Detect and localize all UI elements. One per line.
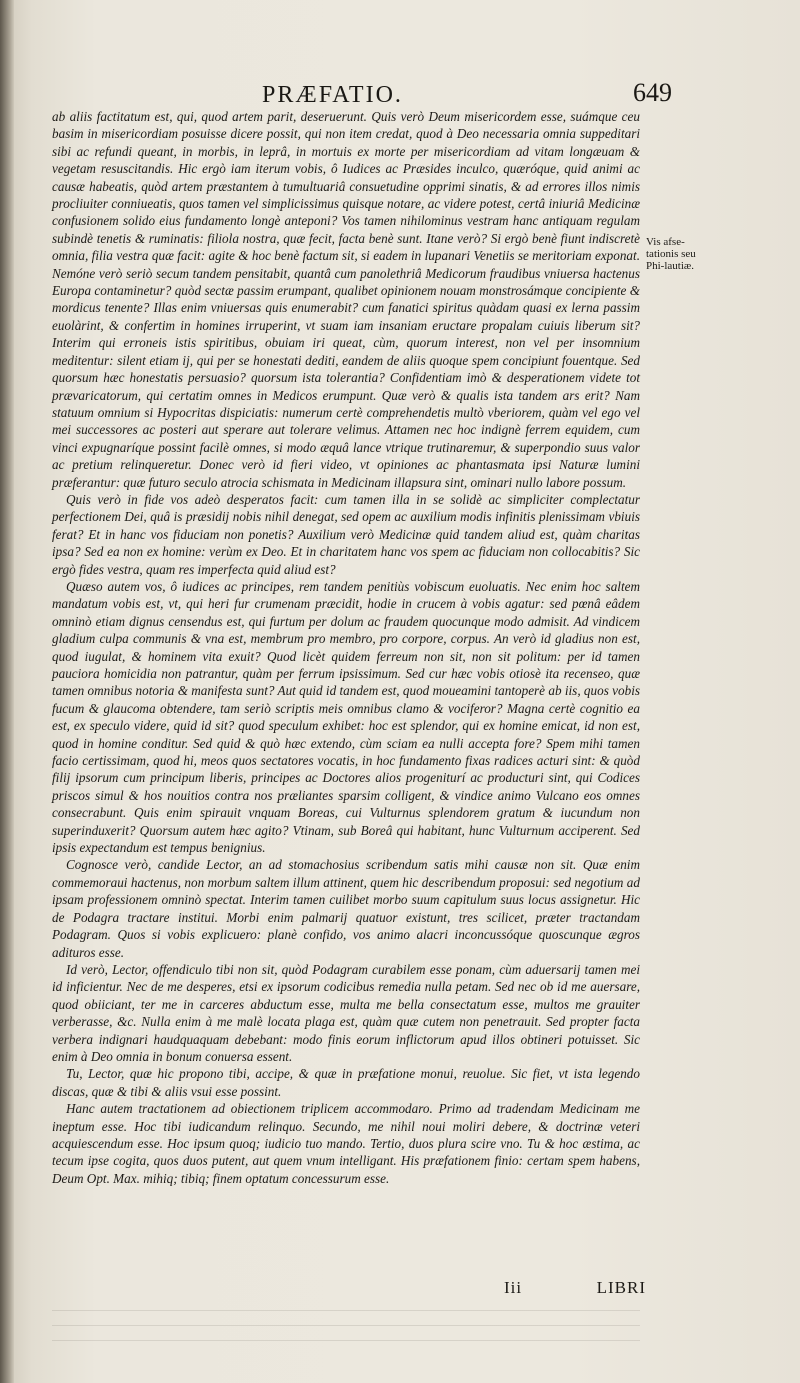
show-through-texture (52, 1310, 640, 1350)
running-head: PRÆFATIO. (262, 82, 403, 108)
body-text (52, 108, 640, 1187)
page-header (40, 78, 672, 112)
catchword: LIBRI (596, 1278, 646, 1297)
paragraph: Tu, Lector, quæ hic propono tibi, accipe, & quæ in præfatione monui, reuolue. Sic fiet, vt ista legendo discas, quæ & tibi & aliis vsui esse possint. (52, 1066, 640, 1099)
paragraph: Id verò, Lector, offendiculo tibi non sit, quòd Podagram curabilem esse ponam, cùm aduersarij tamen mei id inficientur. Nec de me desperes, etsi ex ipsorum codicibus remedia nulla petam. Sed nec ob id me auersare, quod obiiciant, ter me in carceres abductum esse, multa me bella consectatum esse, multos me grauiter verberasse, &c. Nulla enim à me malè locata plaga est, quàm quæ cutem non penetrauit. Sed propter facta verbera indignari haudquaquam debebant: modo finis eorum inflictorum apud illos obtineri potuisset. Sic enim à Deo omnia in bonum conuersa essent. (52, 961, 640, 1064)
paragraph: Quis verò in fide vos adeò desperatos facit: cum tamen illa in se solidè ac simpliciter complectatur perfectionem Dei, quâ is præsidij nobis nihil denegat, sed opem ac auxilium modis infinitis plenissimam vbiuis ferat? Et in hanc vos fiduciam non ponetis? Auxilium verò Medicinæ quid tandem aliud est, quàm charitas ipsa? Sed ea non ex homine: verùm ex Deo. Et in charitatem hanc vos spem ac fiduciam non collocabitis? Sic ergò fides vestra, quam res imperfecta quid aliud est? (52, 491, 640, 577)
paragraph: Quæso autem vos, ô iudices ac principes, rem tandem penitiùs vobiscum euoluatis. Nec enim hoc saltem mandatum vobis est, vt, qui heri fur crumenam præcidit, hodie in crucem à vobis agatur: sed pœnâ eâdem omninò etiam dignus censendus est, qui furtum per dolum ac fraudem quocunque modo admisit. Ad vindicem gladium culpa communis & vna est, membrum pro membro, pro corpore, corpus. An verò id gladius non est, quod iugulat, & hominem vita exuit? Quod licèt quidem ferreum non sit, non sit politum: per id tamen pauciora homicidia non patrantur, quàm per ferrum ipsissimum. Sed cur hæc vobis otiosè ita recenseo, quæ tamen omnibus notoria & manifesta sunt? Aut quid id tandem est, quod moueamini tantoperè ab iis, quos vobis fucum & glaucoma obtendere, tam seriò scriptis meis omnibus clamo & vociferor? Magna certè cognitio ea est, ex speculo videre, quid id sit? quod speculum exhibet: hoc est splendor, qui ex homine emicat, id non est, quod in homine conditur. Sed quid & quò hæc extendo, cùm sciam ea nulli accepta fore? Spem mihi tamen facio certissimam, quod hi, meos quos sectatores vocatis, in hoc fundamento fixas radices acturi sint: & quòd filij ipsorum cum principum liberis, principes ac Doctores alios progeniturí ac producturi sint, qui Codices priscos simul & hos nouitios contra nos præliantes sparsim colligent, & vindice animo Vulcano eos omnes consecrabunt. Quis enim spirauit vnquam Boreas, cui Vulturnus splendorem gratum & iucundum non superinduxerit? Quorsum autem hæc agito? Vtinam, sub Boreâ qui habitant, hunc Vulturnum acciperent. Sed ipsis expectandum est tempus benignius. (52, 578, 640, 856)
margin-note: Vis afse-tationis seu Phi-lautiæ. (646, 236, 696, 272)
page-number: 649 (633, 78, 672, 107)
signature-mark: Iii (504, 1278, 523, 1297)
paragraph: Cognosce verò, candide Lector, an ad stomachosius scribendum satis mihi causæ non sit. Quæ enim commemoraui hactenus, non morbum saltem illum attinent, quem hic describendum proposui: sed negotium ad ipsam professionem omninò spectat. Interim tamen cuilibet morbo suum capitulum suus locus assignetur. Hic de Podagra tractare institui. Morbi enim palmarij quatuor existunt, tres scilicet, præter tractandam Podagram. Quos si vobis explicuero: planè confido, vos animo alacri inconcussóque quoscunque ægros adituros esse. (52, 857, 640, 960)
paragraph: ab aliis factitatum est, qui, quod artem parit, deseruerunt. Quis verò Deum misericordem esse, suámque ceu basim in misericordiam posuisse dicere possit, qui non item credat, quod à Deo necessaria omnia suppeditari sibi ac refundi queant, in morbis, in leprâ, in mortuis ex morte per misericordiam ad vitam longæuam & vegetam resuscitandis. Hic ergò iam iterum vobis, ô Iudices ac Præsides inculco, quæróque, quid animi ac causæ habeatis, quòd artem præstantem à tumultuariâ consuetudine opprimi sinatis, & ad errores illos nimis procliuiter conniueatis, quos tamen vel simplicissimus quisque notare, ac videre potest, certâ iniuriâ Medicinæ confusionem solido eius fundamento longè anteponi? Vos tamen nihilominus vestram hanc antiquam regulam subindè tenetis & ruminatis: filiola nostra, quæ fecit, facta benè sunt. Itane verò? Si ergò benè fiunt indiscretè omnia, filia vestra quæ facit: agite & hoc benè factum sit, si eadem in lupanari Venetiis se meritoriam exponat. Nemóne verò seriò secum tandem pensitabit, quantâ cum panolethriâ Medicorum fraudibus vniuersa hactenus Europa contaminetur? quòd sectæ passim erumpant, qualibet opinionem nouam monstrosámque concipiente & mordicus tenente? Illas enim vniuersas quis enumerabit? cum fanatici spiritus quàdam quasi ex lerna passim euolàrint, & confertim in homines irruperint, vt suam iam insaniam eructare propalam cuiuis liberum sit? Interim qui erroneis istis spiritibus, obuiam iri queat, cùm, quorum interest, non vel per insomnium meditentur: silent etiam ij, qui per se honestati dediti, eandem de aliis quoque spem concipiunt fouentque. Sed quorsum hæc honestatis persuasio? quorsum ista tolerantia? Confidentiam imò & desperationem videte tot prævaricatorum, qui certatim omnes in Medicos erumpunt. Quæ verò & qualis ista tandem ars erit? Nam statuum omnium si Hypocritas dispiciatis: numerum certè comprehendetis multò vberiorem, quàm vel ego vel mei successores ac posteri aut sperare aut tolerare velimus. Attamen nec hoc indignè ferrem equidem, cum vinci expugnaríque possint facilè omnes, si modo æquâ lance vtrique trutinaremur, & superpondio suus valor ac pretium relinqueretur. Donec verò id fieri video, vt opiniones ac phantasmata ipsi Naturæ lumini præferantur: quæ futuro seculo atrocia schismata in Medicinam illapsura sint, ominari nullo labore possum. (52, 109, 640, 490)
page-gutter (0, 0, 14, 1383)
page-footer (52, 1278, 646, 1302)
paragraph: Hanc autem tractationem ad obiectionem triplicem accommodaro. Primo ad tradendam Medicinam me ineptum esse. Hoc tibi iudicandum relinquo. Secundo, me nihil noui moliri debere, & doctrinæ veteri acquiescendum esse. Hoc ipsum quoq; iudicio tuo mando. Tertio, duos plura scire vno. Tu & hoc æstima, ac tecum ipse cogita, quos duos putent, aut quem vnum intelligant. His præfationem finio: certam spem habens, Deum Opt. Max. mihiq; tibiq; finem optatum concessurum esse. (52, 1101, 640, 1186)
